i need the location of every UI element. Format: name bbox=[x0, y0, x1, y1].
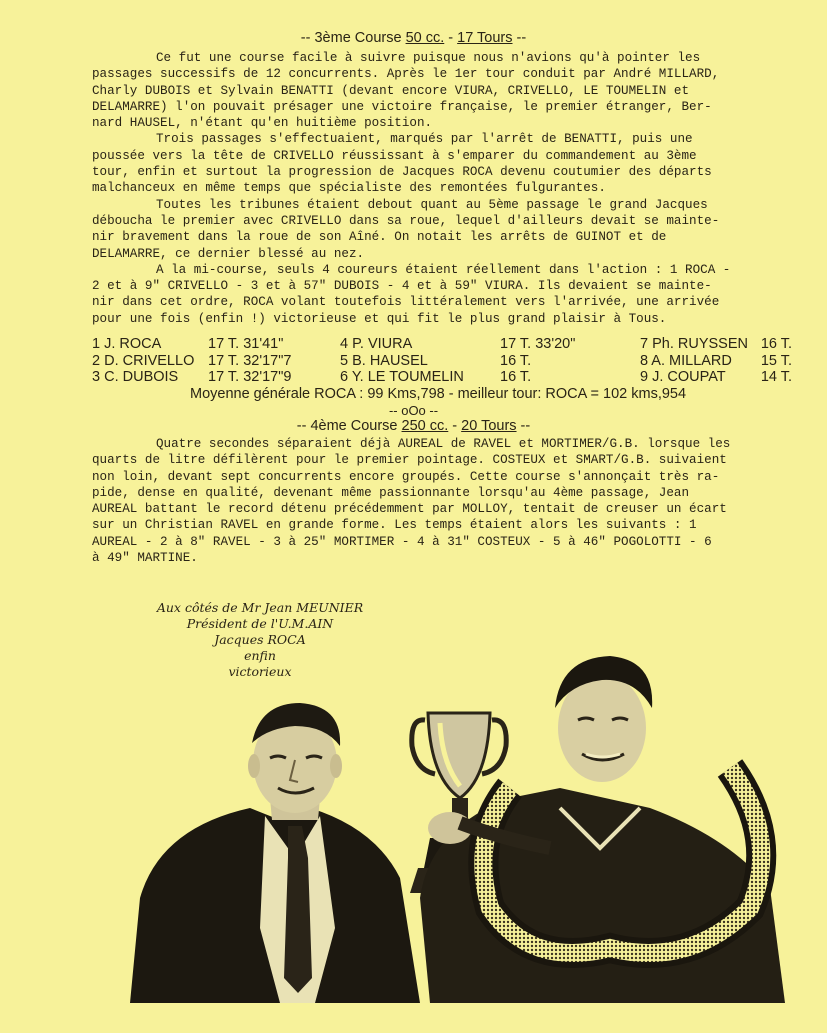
rider: 8 A. MILLARD bbox=[640, 352, 732, 369]
report-line: nard HAUSEL, n'étant qu'en huitième position. bbox=[92, 116, 433, 131]
rider-time: 17 T. 31'41" bbox=[208, 336, 284, 352]
report-line: A la mi-course, seuls 4 coureurs étaient réellement dans l'action : 1 ROCA - bbox=[156, 262, 731, 277]
caption-line: Aux côtés de Mr Jean MEUNIER bbox=[156, 600, 364, 615]
rider-time: 16 T. bbox=[500, 369, 532, 385]
race-3-results bbox=[92, 336, 792, 386]
results-row bbox=[92, 369, 792, 386]
report-line: pour une fois (enfin !) victorieuse et qui fit le plus grand plaisir à Tous. bbox=[92, 311, 667, 326]
rider-time: 17 T. 32'17"9 bbox=[208, 369, 292, 385]
report-line: non loin, devant sept concurrents encore groupés. Cette course s'annonçait très ra- bbox=[92, 469, 720, 484]
report-line: DELAMARRE, ce dernier blessé au nez. bbox=[92, 246, 365, 261]
rider-time: 16 T. bbox=[500, 352, 532, 369]
separator: -- oOo -- bbox=[388, 403, 439, 418]
report-line: Ce fut une course facile à suivre puisque nous n'avions qu'à pointer les bbox=[156, 51, 701, 65]
report-line: malchanceux en même temps que spécialiste des remontées fulgurantes. bbox=[92, 181, 606, 196]
caption-line: victorieux bbox=[228, 664, 292, 679]
rider-time: 17 T. 32'17"7 bbox=[208, 352, 292, 369]
report-line: pide, dense en qualité, devenant même passionnante lorsqu'au 4ème passage, Jean bbox=[92, 485, 690, 500]
report-line: Quatre secondes séparaient déjà AUREAL de RAVEL et MORTIMER/G.B. lorsque les bbox=[156, 437, 731, 451]
report-line: AUREAL - 2 à 8" RAVEL - 3 à 25" MORTIMER - 4 à 31" COSTEUX - 5 à 46" POGOLOTTI - 6 bbox=[92, 534, 712, 549]
rider: 2 D. CRIVELLO bbox=[92, 352, 195, 369]
results-row bbox=[92, 353, 792, 370]
report-line: Toutes les tribunes étaient debout quant au 5ème passage le grand Jacques bbox=[156, 197, 708, 212]
rider-time: 16 T. bbox=[760, 336, 792, 352]
podium-photo bbox=[130, 648, 790, 1003]
caption-line: Jacques ROCA bbox=[214, 632, 306, 647]
race-4-heading: -- 4ème Course 250 cc. - 20 Tours -- bbox=[296, 418, 531, 434]
average-speed: Moyenne générale ROCA : 99 Kms,798 - meilleur tour: ROCA = 102 kms,954 bbox=[190, 386, 687, 402]
report-line: Charly DUBOIS et Sylvain BENATTI (devant encore VIURA, CRIVELLO, LE TOUMELIN et bbox=[92, 83, 690, 98]
caption-line: enfin bbox=[244, 648, 276, 663]
rider: 5 B. HAUSEL bbox=[340, 352, 428, 369]
report-line: 2 et à 9" CRIVELLO - 3 et à 57" DUBOIS - 4 et à 59" VIURA. Ils devaient se mainte- bbox=[92, 279, 712, 294]
report-line: poussée vers la tête de CRIVELLO réussissant à s'emparer du commandement au 3ème bbox=[92, 148, 697, 163]
rider: 1 J. ROCA bbox=[92, 336, 162, 352]
winner-figure bbox=[420, 656, 785, 1003]
caption-line: Président de l'U.M.AIN bbox=[186, 616, 334, 631]
rider: 9 J. COUPAT bbox=[640, 369, 726, 385]
report-line: déboucha le premier avec CRIVELLO dans sa roue, lequel d'ailleurs devait se mainte- bbox=[92, 213, 720, 228]
results-row bbox=[92, 336, 792, 353]
race-3-report bbox=[92, 50, 792, 327]
race-3-laps: 17 Tours bbox=[457, 30, 513, 46]
rider: 3 C. DUBOIS bbox=[92, 369, 179, 385]
rider-time: 15 T. bbox=[760, 352, 792, 369]
race-4-laps: 20 Tours bbox=[461, 418, 517, 434]
rider: 6 Y. LE TOUMELIN bbox=[340, 369, 464, 385]
report-line: nir dans cet ordre, ROCA volant toutefois littéralement vers l'arrivée, une arrivée bbox=[92, 295, 720, 310]
race-3-class: 50 cc. bbox=[405, 30, 445, 46]
race-3-heading: -- 3ème Course 50 cc. - 17 Tours -- bbox=[300, 30, 527, 46]
rider-time: 17 T. 33'20" bbox=[500, 336, 576, 352]
race-4-class: 250 cc. bbox=[401, 418, 449, 434]
report-line: sur un Christian RAVEL en grande forme. Les temps étaient alors les suivants : 1 bbox=[92, 518, 697, 533]
race-4-report bbox=[92, 436, 792, 566]
report-line: nir bravement dans la roue de son Aîné. On notait les arrêts de GUINOT et de bbox=[92, 230, 667, 245]
rider-time: 14 T. bbox=[760, 369, 792, 385]
rider: 7 Ph. RUYSSEN bbox=[640, 336, 748, 352]
report-line: tour, enfin et surtout la progression de Jacques ROCA devenu coutumier des départs bbox=[92, 165, 712, 180]
report-line: passages successifs de 12 concurrents. Après le 1er tour conduit par André MILLARD, bbox=[92, 67, 720, 82]
report-line: DELAMARRE) l'on pouvait présager une victoire française, le premier étranger, Ber- bbox=[92, 99, 712, 114]
report-line: Trois passages s'effectuaient, marqués par l'arrêt de BENATTI, puis une bbox=[156, 132, 693, 147]
report-line: quarts de litre défilèrent pour le premier pointage. COSTEUX et SMART/G.B. suivaient bbox=[92, 453, 727, 468]
rider: 4 P. VIURA bbox=[340, 336, 413, 352]
report-line: à 49" MARTINE. bbox=[92, 551, 198, 566]
report-line: AUREAL battant le record détenu précédemment par MOLLOY, tentait de creuser un écart bbox=[92, 502, 727, 517]
official-figure bbox=[130, 703, 420, 1003]
